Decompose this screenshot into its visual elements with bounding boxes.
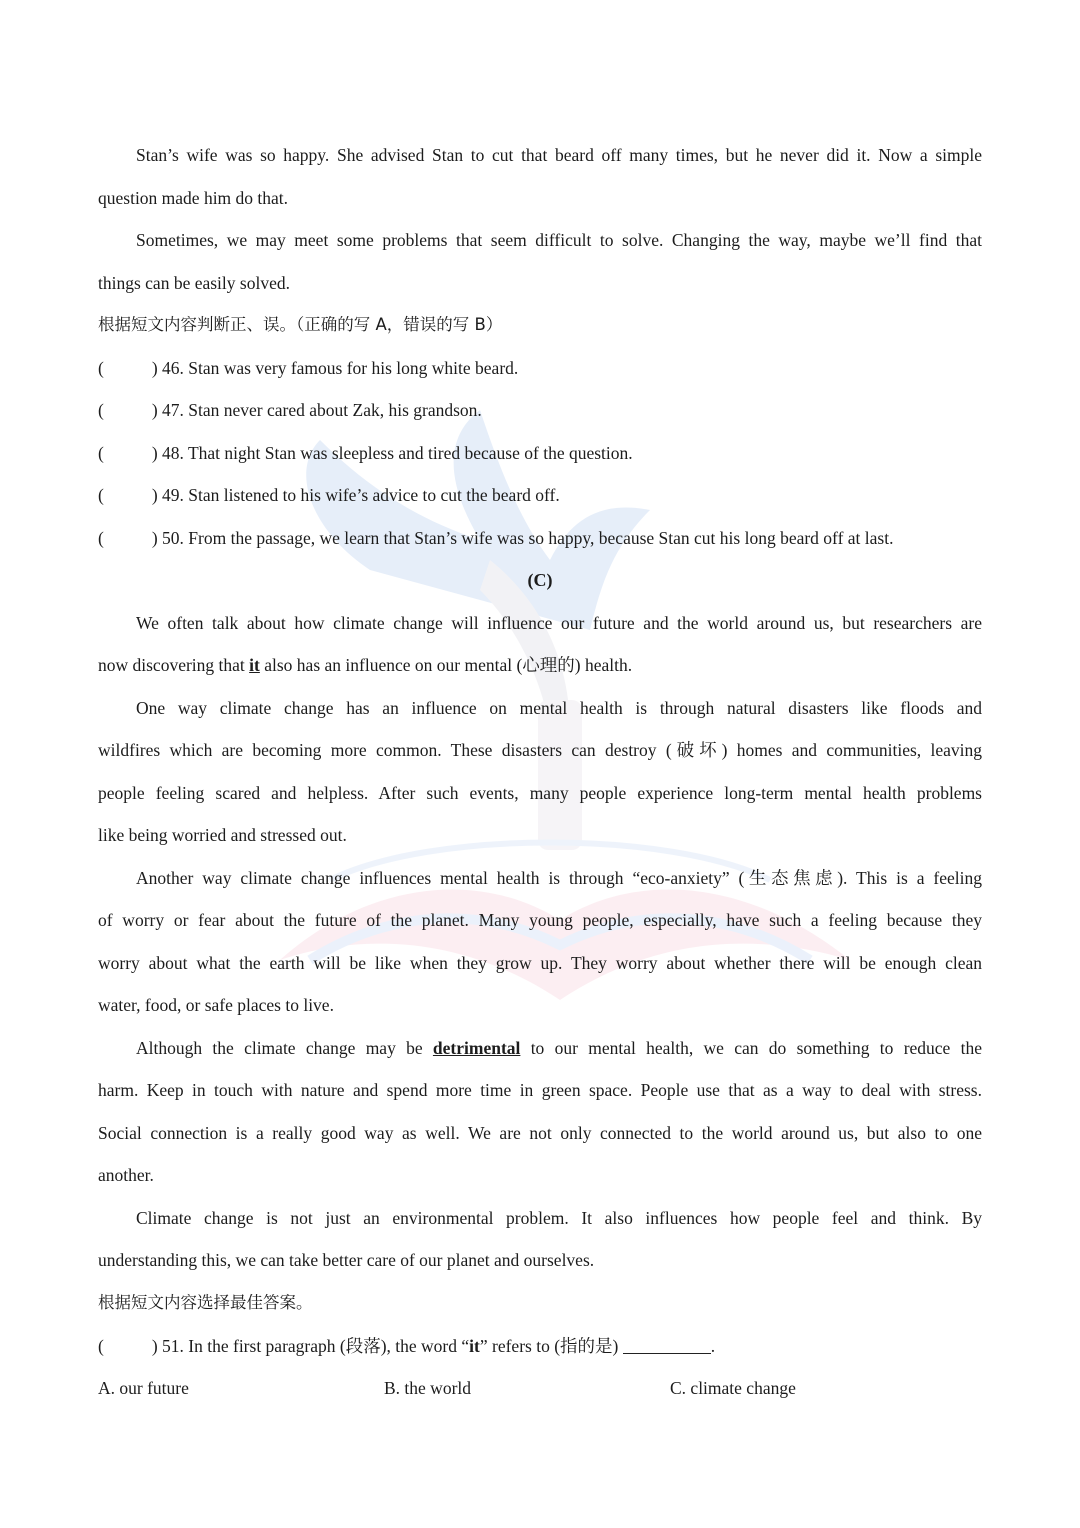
instruction-multiple-choice: 根据短文内容选择最佳答案。 xyxy=(98,1293,313,1312)
paragraph-line: wildfires which are becoming more common. These disasters can destroy (破坏) homes and communities, leaving xyxy=(98,740,982,760)
paragraph-line: water, food, or safe places to live. xyxy=(98,995,334,1015)
answer-blank xyxy=(623,1336,711,1355)
option-a: A. our future xyxy=(98,1378,189,1398)
option-c: C. climate change xyxy=(670,1378,796,1398)
paragraph-line: things can be easily solved. xyxy=(98,273,290,293)
paragraph-line: Although the climate change may be detrimental to our mental health, we can do something to reduce the xyxy=(136,1038,982,1058)
paragraph-line: Climate change is not just an environmental problem. It also influences how people feel and think. By xyxy=(136,1208,982,1228)
paragraph-line: harm. Keep in touch with nature and spend more time in green space. People use that as a way to deal with stress. xyxy=(98,1080,982,1100)
section-title: (C) xyxy=(527,570,553,590)
question-46: ( ) 46. Stan was very famous for his long white beard. xyxy=(98,358,519,378)
paragraph-line: Sometimes, we may meet some problems that seem difficult to solve. Changing the way, maybe we’ll find that xyxy=(136,230,982,250)
option-b: B. the world xyxy=(384,1378,472,1398)
paragraph-line: question made him do that. xyxy=(98,188,289,208)
paragraph-line: now discovering that it also has an influence on our mental (心理的) health. xyxy=(98,655,633,675)
paragraph-line: people feeling scared and helpless. After such events, many people experience long-term mental health problems xyxy=(98,783,982,803)
question-47: ( ) 47. Stan never cared about Zak, his grandson. xyxy=(98,400,482,420)
paragraph-line: like being worried and stressed out. xyxy=(98,825,347,845)
paragraph-line: understanding this, we can take better care of our planet and ourselves. xyxy=(98,1250,595,1270)
question-50: ( ) 50. From the passage, we learn that Stan’s wife was so happy, because Stan cut his long beard off at last. xyxy=(98,528,894,548)
paragraph-line: Social connection is a really good way as well. We are not only connected to the world around us, but also to one xyxy=(98,1123,982,1143)
underlined-word-it: it xyxy=(249,655,260,675)
question-51: ( ) 51. In the first paragraph (段落), the word “it” refers to (指的是) . xyxy=(98,1336,716,1356)
paragraph-line: Stan’s wife was so happy. She advised Stan to cut that beard off many times, but he never did it. Now a simple xyxy=(136,145,982,165)
underlined-word-detrimental: detrimental xyxy=(432,1038,521,1058)
paragraph-line: of worry or fear about the future of the planet. Many young people, especially, have such a feeling because they xyxy=(98,910,982,930)
paragraph-line: Another way climate change influences mental health is through “eco-anxiety” (生态焦虑). This is a feeling xyxy=(136,868,982,888)
question-48: ( ) 48. That night Stan was sleepless and tired because of the question. xyxy=(98,443,633,463)
paragraph-line: One way climate change has an influence on mental health is through natural disasters like floods and xyxy=(136,698,982,718)
paragraph-line: We often talk about how climate change will influence our future and the world around us, but researchers are xyxy=(136,613,982,633)
question-49: ( ) 49. Stan listened to his wife’s advice to cut the beard off. xyxy=(98,485,560,505)
paragraph-line: worry about what the earth will be like when they grow up. They worry about whether there will be enough clean xyxy=(98,953,982,973)
instruction-true-false: 根据短文内容判断正、误。（正确的写 A，错误的写 B） xyxy=(98,315,503,334)
paragraph-line: another. xyxy=(98,1165,154,1185)
